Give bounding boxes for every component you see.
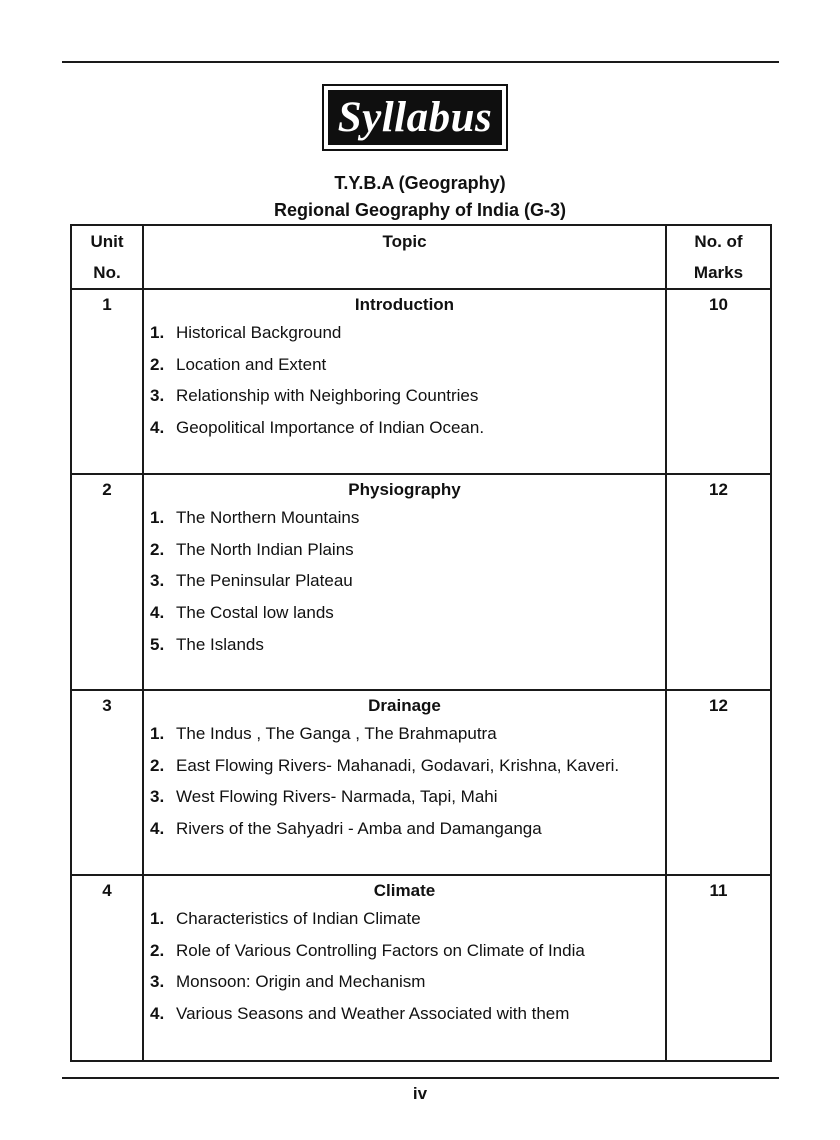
list-item <box>150 935 659 967</box>
table-row <box>71 289 771 474</box>
list-item <box>150 565 659 597</box>
list-item <box>150 597 659 629</box>
unit-title: Physiography <box>348 480 461 499</box>
item-text: The Northern Mountains <box>176 508 360 527</box>
item-number: 1. <box>150 508 165 527</box>
item-number: 3. <box>150 386 165 406</box>
list-item <box>150 781 659 813</box>
unit-number: 4 <box>71 875 143 1061</box>
list-item <box>150 813 659 845</box>
topic-header-label: Topic <box>382 232 427 251</box>
item-number: 3. <box>150 787 165 807</box>
syllabus-title-box <box>322 84 508 151</box>
item-text: Rivers of the Sahyadri - Amba and Damanganga <box>176 819 542 839</box>
page-title: Syllabus <box>328 90 502 145</box>
list-item <box>150 750 659 782</box>
unit-header-line2: No. <box>93 263 121 282</box>
marks-header-line1: No. of <box>694 232 743 251</box>
item-text: The Peninsular Plateau <box>176 571 353 591</box>
item-text: The Indus , The Ganga , The Brahmaputra <box>176 724 497 743</box>
item-number: 2. <box>150 755 165 775</box>
item-text: Monsoon: Origin and Mechanism <box>176 972 426 992</box>
item-text: Role of Various Controlling Factors on Climate of India <box>176 940 585 960</box>
list-item <box>150 534 659 566</box>
item-number: 2. <box>150 539 165 559</box>
list-item <box>150 718 659 750</box>
item-text: Historical Background <box>176 323 342 342</box>
item-text: Various Seasons and Weather Associated with them <box>176 1004 570 1024</box>
topic-header <box>143 225 666 289</box>
subject-heading: Regional Geography of India (G-3) <box>273 200 567 220</box>
marks-header-line2: Marks <box>693 263 744 282</box>
unit-marks: 12 <box>666 690 771 875</box>
item-number: 2. <box>150 354 165 374</box>
list-item <box>150 502 659 534</box>
topic-cell <box>143 690 666 875</box>
item-text: The North Indian Plains <box>176 539 354 559</box>
list-item <box>150 629 659 661</box>
unit-number: 2 <box>71 474 143 690</box>
topic-list <box>150 903 659 1030</box>
item-number: 1. <box>150 323 165 342</box>
unit-number: 3 <box>71 690 143 875</box>
unit-title: Climate <box>373 881 436 900</box>
unit-title: Introduction <box>354 295 455 314</box>
syllabus-table <box>70 224 772 1062</box>
page-number: iv <box>412 1084 428 1103</box>
item-text: The Islands <box>176 634 264 654</box>
item-text: East Flowing Rivers- Mahanadi, Godavari, Krishna, Kaveri. <box>176 755 620 775</box>
table-row <box>71 875 771 1061</box>
topic-cell <box>143 474 666 690</box>
topic-cell <box>143 289 666 474</box>
topic-cell <box>143 875 666 1061</box>
list-item <box>150 349 659 381</box>
list-item <box>150 317 659 349</box>
marks-header <box>666 225 771 289</box>
item-text: Relationship with Neighboring Countries <box>176 386 479 406</box>
item-number: 4. <box>150 418 165 438</box>
unit-no-header <box>71 225 143 289</box>
item-number: 4. <box>150 1004 165 1024</box>
list-item <box>150 412 659 444</box>
unit-number: 1 <box>71 289 143 474</box>
item-number: 4. <box>150 819 165 839</box>
list-item <box>150 966 659 998</box>
unit-marks: 12 <box>666 474 771 690</box>
unit-header-line1: Unit <box>90 232 124 251</box>
item-text: Location and Extent <box>176 354 327 374</box>
item-number: 3. <box>150 571 165 591</box>
topic-list <box>150 317 659 444</box>
item-text: Geopolitical Importance of Indian Ocean. <box>176 418 485 438</box>
item-text: The Costal low lands <box>176 603 334 623</box>
table-row <box>71 474 771 690</box>
list-item <box>150 998 659 1030</box>
table-row <box>71 690 771 875</box>
list-item <box>150 903 659 935</box>
item-number: 1. <box>150 724 165 743</box>
item-text: Characteristics of Indian Climate <box>176 909 421 928</box>
item-number: 4. <box>150 603 165 623</box>
item-number: 3. <box>150 972 165 992</box>
unit-marks: 10 <box>666 289 771 474</box>
topic-list <box>150 502 659 661</box>
course-heading: T.Y.B.A (Geography) <box>334 173 506 193</box>
item-number: 5. <box>150 634 165 654</box>
table-header-row <box>71 225 771 289</box>
item-number: 2. <box>150 940 165 960</box>
bottom-rule <box>62 1077 779 1079</box>
unit-title: Drainage <box>368 696 441 715</box>
item-number: 1. <box>150 909 165 928</box>
topic-list <box>150 718 659 845</box>
list-item <box>150 380 659 412</box>
unit-marks: 11 <box>666 875 771 1061</box>
top-rule <box>62 61 779 63</box>
item-text: West Flowing Rivers- Narmada, Tapi, Mahi <box>176 787 498 807</box>
